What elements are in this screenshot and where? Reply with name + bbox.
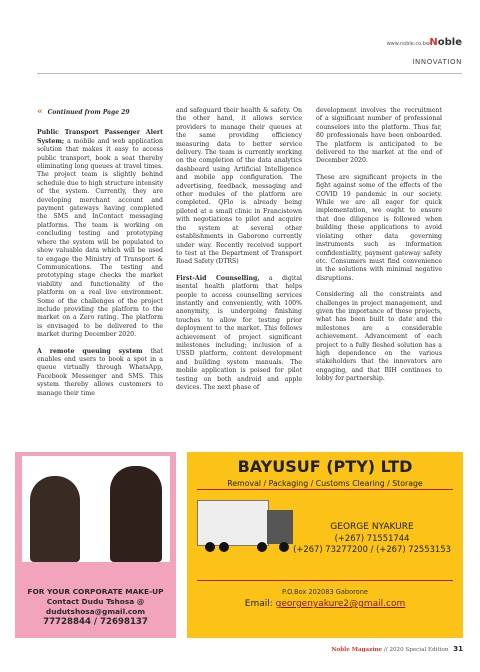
paragraph: and safeguard their health & safety. On the other hand, it allows service providers to manage their queues at the same providing efficiency measuring data to better service delivery. The team is currently working on the completion of the data analytics dashboard using Artificial Intelligence and mobile app configuration. The advertising, feedback, messaging and other modules of the platform are completed. QFlo is already being piloted at a small clinic in Francistown with negotiations to pilot and acquire the system at several other establishments in Gaborone currently under way. Recently received support to test at the Department of Transport Road Safety (DTRS) bbox=[176, 107, 302, 266]
page-number: 31 bbox=[453, 645, 463, 653]
ad-email: Email: georgenyakure2@gmail.com bbox=[244, 599, 406, 609]
article-column-1 bbox=[37, 108, 163, 406]
paragraph: Public Transport Passenger Alert System; a mobile and web application solution that makes it easy to access public transport, book a seat thereby eliminating long queues at travel times. The project team is slightly behind schedule due to high structure intensity of the system. Currently, they are developing merchant account and payment gateways having completed the SMS and InContact messaging platforms. The team is working on concluding testing and prototyping where the system will be populated to show valuable data which will be used to engage the Ministry of Transport & Communications. The testing and prototyping stage checks the market viability and functionality of the platform on a real live environment. Some of the challenges of the project include providing the platform to the market on a Zero rating. The platform is envisaged to be delivered to the market during December 2020. bbox=[37, 129, 163, 339]
bayusuf-advert bbox=[187, 452, 463, 638]
email-link[interactable]: georgenyakure2@gmail.com bbox=[275, 599, 406, 609]
noble-logo: Noble bbox=[429, 37, 462, 48]
article-column-2 bbox=[176, 107, 302, 400]
makeup-ad-text: FOR YOUR CORPORATE MAKE-UP Contact Dudu Tshosa @ dudutshosa@gmail.com 77728844 / 72698137 bbox=[27, 587, 164, 627]
makeup-advert bbox=[15, 452, 176, 638]
ad-divider-bottom bbox=[197, 580, 453, 581]
ad-services: Removal / Packaging / Customs Clearing / Storage bbox=[227, 479, 423, 488]
header-url: www.noble.co.bw bbox=[386, 41, 430, 47]
ad-divider bbox=[197, 489, 453, 490]
paragraph: A remote queuing system that enables end users to book a spot in a queue virtually through WhatsApp, Facebook Messenger and SMS. This system thereby allows customers to manage their time bbox=[37, 347, 163, 397]
paragraph: These are significant projects in the fight against some of the effects of the COVID 19 pandemic in our society. While we are all eager for quick implementation, we ought to ensure that due diligence is followed when building these applications to avoid violating other data governing instruments such as information confidentiality, payment gateway safety etc. Consumers must find convenience in the solutions with minimal negative disruptions. bbox=[316, 173, 442, 282]
makeup-photo bbox=[22, 456, 170, 562]
header-divider bbox=[37, 73, 462, 74]
paragraph: First-Aid Counselling, a digital mental health platform that helps people to access counselling services instantly and conveniently, with 100% anonymity, is undergoing finishing touches to allow for testing prior deployment to the market. This follows achievement of project significant milestones including; inclusion of a USSD platform, content development and building system manuals. The mobile application is poised for pilot testing on both android and apple devices. The next phase of bbox=[176, 274, 302, 391]
paragraph: development involves the recruitment of a significant number of professional counselors into the platform. Thus far, 80 professionals have been onboarded. The platform is anticipated to be delivered to the market at the end of December 2020. bbox=[316, 107, 442, 165]
ad-title: BAYUSUF (PTY) LTD bbox=[237, 457, 413, 476]
page-footer: Noble Magazine // 2020 Special Edition 31 bbox=[331, 645, 463, 653]
article-column-3 bbox=[316, 107, 442, 392]
continued-note: « Continued from Page 29 bbox=[37, 107, 130, 117]
section-label: INNOVATION bbox=[412, 58, 462, 66]
artist-figure bbox=[30, 476, 80, 562]
ad-contact: GEORGE NYAKURE (+267) 71551744 (+267) 73277200 / (+267) 72553153 bbox=[293, 522, 451, 554]
paragraph: Considering all the constraints and challenges in project management, and given the importance of these projects, what has been built to date and the milestones are a considerable achievement. Advancement of each project to a fully fleshed solution has a high dependence on the various stakeholders that the innovators are engaging, and that BIH continues to lobby for partnership. bbox=[316, 291, 442, 383]
ad-pobox: P.O.Box 202083 Gaborone bbox=[282, 588, 368, 596]
quote-icon: « bbox=[37, 107, 43, 117]
model-figure bbox=[110, 466, 162, 562]
